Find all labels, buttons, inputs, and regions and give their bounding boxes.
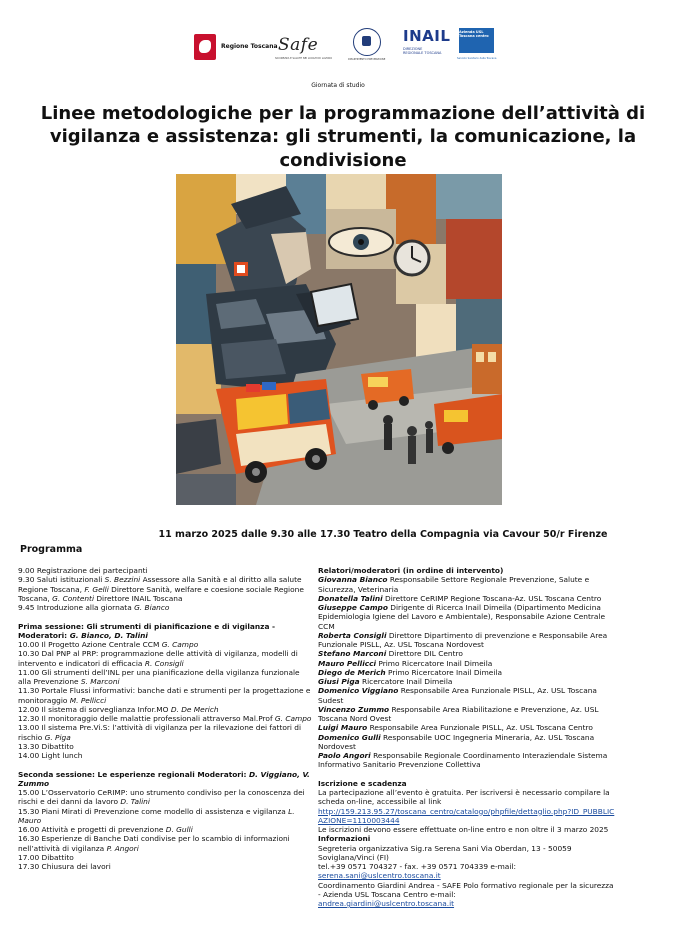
asl-toscana-centro-logo — [459, 28, 494, 53]
program-item: 9.30 Saluti istituzionali S. Bezzini Assessore alla Sanità e al diritto alla salute Regione Toscana, F. Gelli Direttore Sanità, welfare e coesione sociale Regione Toscana, G. Contenti Direttore INAIL Toscana — [18, 575, 304, 603]
department-seal-logo — [353, 28, 381, 56]
speaker-item: Giovanna Bianco Responsabile Settore Regionale Prevenzione, Salute e Sicurezza, Veterinaria — [318, 575, 590, 594]
program-item: 17.00 Dibattito — [18, 852, 74, 862]
registration-deadline: Le iscrizioni devono essere effettuate on-line entro e non oltre il 3 marzo 2025 — [318, 825, 609, 834]
safe-logo-subtitle: SICUREZZA E SALUTE NEI LUOGHI DI LAVORO — [275, 57, 333, 60]
asl-logo-subtitle: Servizio Sanitario della Toscana — [457, 57, 497, 60]
regione-toscana-label: Regione Toscana — [221, 43, 278, 50]
speakers-heading: Relatori/moderatori (in ordine di intervento) — [318, 566, 504, 575]
department-seal-subtitle: DIPARTIMENTO PREVENZIONE — [348, 58, 386, 61]
program-item: 11.30 Portale Flussi informativi: banche dati e strumenti per la progettazione e monitoraggio M. Pellicci — [18, 686, 311, 705]
speaker-item: Donatella Talini Direttore CeRIMP Regione Toscana-Az. USL Toscana Centro — [318, 593, 602, 603]
session1-title: Prima sessione: Gli strumenti di pianificazione e di vigilanza - Moderatori: G. Bianco, D. Talini — [18, 621, 276, 640]
logo-strip — [190, 26, 500, 66]
program-item: 10.30 Dal PNP al PRP: programmazione delle attività di vigilanza, modelli di intervento e indicatori di efficacia R. Consigli — [18, 649, 298, 668]
program-item: 12.30 Il monitoraggio delle malattie professionali attraverso Mal.Prof G. Campo — [18, 714, 312, 723]
coordinator-text: Coordinamento Giardini Andrea - SAFE Polo formativo regionale per la sicurezza - Azienda USL Toscana Centro e-mail: — [318, 880, 614, 899]
event-dateline: 11 marzo 2025 dalle 9.30 alle 17.30 Teatro della Compagnia via Cavour 50/r Firenze — [158, 529, 608, 540]
hero-illustration — [176, 174, 502, 505]
speaker-item: Giusi Piga Ricercatore Inail Dimeila — [318, 677, 453, 686]
program-item: 15.30 Piani Mirati di Prevenzione come modello di assistenza e vigilanza L. Mauro — [18, 806, 295, 825]
asl-badge-text: Azienda USL Toscana centro — [459, 30, 489, 39]
phone-text: tel.+39 0571 704327 - fax. +39 0571 704339 e-mail: — [318, 862, 516, 871]
program-item: 15.00 L’Osservatorio CeRIMP: uno strumento condiviso per la conoscenza dei rischi e dei danni da lavoro D. Talini — [18, 788, 305, 807]
speaker-item: Luigi Mauro Responsabile Area Funzionale PISLL, Az. USL Toscana Centro — [318, 723, 593, 733]
speaker-item: Stefano Marconi Direttore DIL Centro — [318, 649, 463, 659]
programma-heading: Programma — [20, 544, 83, 555]
safe-logo: Safe — [278, 35, 319, 55]
inail-logo: INAIL — [403, 27, 451, 45]
registration-link[interactable]: http://159.213.95.27/toscana_centro/catalogo/phpfile/dettaglio.php?ID_PUBBLICAZIONE=1110003444 — [318, 806, 615, 825]
regione-toscana-logo — [194, 34, 216, 60]
email-link-coordinator[interactable]: andrea.giardini@uslcentro.toscana.it — [318, 899, 455, 908]
speaker-item: Domenico Gulli Responsabile UOC Ingegneria Mineraria, Az. USL Toscana Nordovest — [318, 732, 595, 751]
speaker-item: Domenico Viggiano Responsabile Area Funzionale PISLL, Az. USL Toscana Sudest — [318, 686, 597, 705]
speaker-item: Mauro Pellicci Primo Ricercatore Inail Dimeila — [318, 658, 493, 668]
speaker-item: Roberta Consigli Direttore Dipartimento di prevenzione e Responsabile Area Funzionale PISLL, Az. USL Toscana Nordovest — [318, 630, 608, 649]
event-type: Giornata di studio — [311, 82, 365, 89]
speaker-item: Diego de Merich Primo Ricercatore Inail Dimeila — [318, 667, 502, 677]
program-item: 16.00 Attività e progetti di prevenzione D. Gulli — [18, 825, 193, 834]
speaker-item: Paolo Angori Responsabile Regionale Coordinamento Interaziendale Sistema Informativo Sanitario Prevenzione Collettiva — [318, 751, 608, 770]
session2-title: Seconda sessione: Le esperienze regionali Moderatori: D. Viggiano, V. Zummo — [18, 769, 310, 788]
program-item: 17.30 Chiusura dei lavori — [18, 862, 111, 871]
inail-logo-subtitle: DIREZIONE REGIONALE TOSCANA — [403, 47, 442, 56]
program-item: 12.00 Il sistema di sorveglianza Infor.MO D. De Merich — [18, 704, 219, 714]
registration-text: La partecipazione all’evento è gratuita. Per iscriversi è necessario compilare la scheda on-line, accessibile al link — [318, 788, 610, 807]
program-item: 13.00 Il sistema Pre.Vi.S: l’attività di vigilanza per la rilevazione dei fattori di rischio G. Piga — [18, 723, 302, 742]
page-title: Linee metodologiche per la programmazione dell’attività di vigilanza e assistenza: gli strumenti, la comunicazione, la condivisione — [40, 103, 646, 171]
program-item: 11.00 Gli strumenti dell’INL per una pianificazione della vigilanza funzionale alla Prevenzione S. Marconi — [18, 667, 300, 686]
speaker-item: Giuseppe Campo Dirigente di Ricerca Inail Dimeila (Dipartimento Medicina Epidemiologia Igiene del Lavoro e Ambientale), Responsabile Azione Centrale CCM — [318, 603, 606, 631]
program-item: 13.30 Dibattito — [18, 741, 74, 751]
program-item: 14.00 Light lunch — [18, 751, 83, 760]
program-item: 10.00 Il Progetto Azione Centrale CCM G. Campo — [18, 640, 199, 649]
program-item: 9.00 Registrazione dei partecipanti — [18, 566, 148, 575]
program-item: 16.30 Esperienze di Banche Dati condivise per lo scambio di informazioni nell’attività di vigilanza P. Angori — [18, 834, 290, 853]
info-heading: Informazioni — [318, 834, 371, 844]
email-link-secretariat[interactable]: serena.sani@uslcentro.toscana.it — [318, 871, 441, 881]
secretariat-text: Segreteria organizzativa Sig.ra Serena Sani Via Oberdan, 13 - 50059 Soviglana/Vinci (FI) — [318, 843, 572, 862]
speaker-item: Vincenzo Zummo Responsabile Area Riabilitazione e Prevenzione, Az. USL Toscana Nord Ovest — [318, 704, 599, 723]
program-column — [18, 566, 314, 871]
registration-heading: Iscrizione e scadenza — [318, 778, 407, 788]
info-column — [318, 566, 616, 908]
program-item: 9.45 Introduzione alla giornata G. Bianco — [18, 603, 170, 612]
